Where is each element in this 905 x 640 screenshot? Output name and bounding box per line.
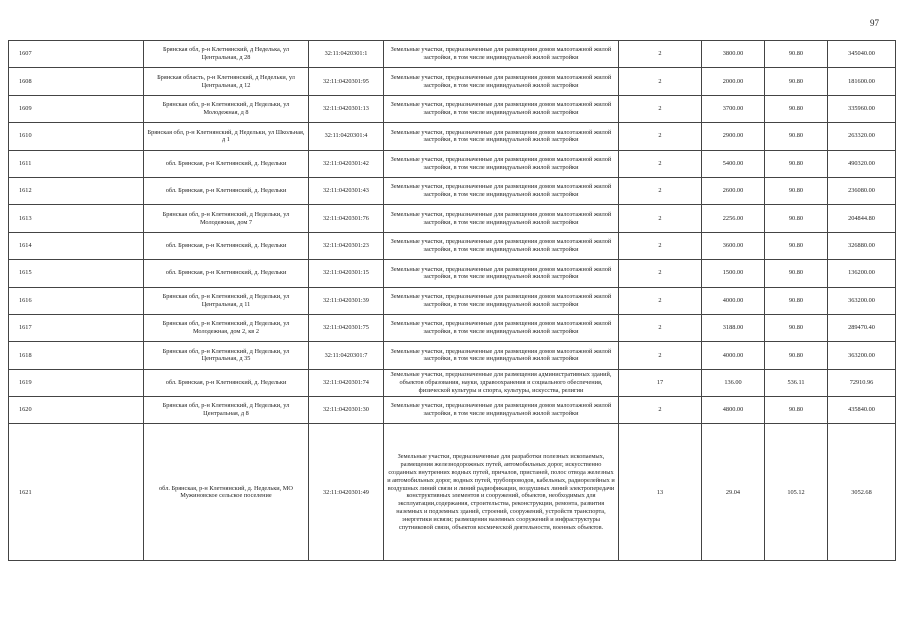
address-cell: Брянская обл, р-н Клетнянский, д Недельки, ул Центральная, д 11 [144,287,309,314]
cadastral-number-cell: 32:11:0420301:49 [309,424,384,561]
specific-value-cell: 90.80 [765,342,828,369]
cadastral-number-cell: 32:11:0420301:23 [309,232,384,259]
table-row [9,342,896,369]
permitted-use-cell: Земельные участки, предназначенные для размещения домов малоэтажной жилой застройки, в том числе индивидуальной жилой застройки [384,150,619,177]
cadastral-value-cell: 136200.00 [828,260,896,287]
category-code-cell: 2 [619,177,702,204]
table-row [9,260,896,287]
area-cell: 4800.00 [702,397,765,424]
specific-value-cell: 90.80 [765,314,828,341]
cadastral-value-cell: 490320.00 [828,150,896,177]
cadastral-number-cell: 32:11:0420301:15 [309,260,384,287]
permitted-use-cell: Земельные участки, предназначенные для размещения административных зданий, объектов образования, науки, здравоохранения и социального обеспечения, физической культуры и спорта, культуры, искусства, религии [384,369,619,396]
address-cell: Брянская обл, р-н Клетнянский, д Недельки, ул Школьная, д 1 [144,123,309,150]
category-code-cell: 17 [619,369,702,396]
address-cell: обл. Брянская, р-н Клетнянский, д. Недельки [144,260,309,287]
row-number-cell: 1609 [9,95,144,122]
address-cell: обл. Брянская, р-н Клетнянский, д. Недельки [144,369,309,396]
cadastral-value-cell: 363200.00 [828,287,896,314]
table-row [9,123,896,150]
row-number-cell: 1608 [9,68,144,95]
area-cell: 1500.00 [702,260,765,287]
cadastral-value-cell: 363200.00 [828,342,896,369]
land-parcels-table [8,40,896,561]
area-cell: 3700.00 [702,95,765,122]
cadastral-number-cell: 32:11:0420301:43 [309,177,384,204]
category-code-cell: 2 [619,150,702,177]
address-cell: Брянская область, р-н Клетнянский, д Недельки, ул Центральная, д 12 [144,68,309,95]
row-number-cell: 1621 [9,424,144,561]
cadastral-value-cell: 289470.40 [828,314,896,341]
row-number-cell: 1612 [9,177,144,204]
page-number: 97 [870,18,879,28]
area-cell: 2256.00 [702,205,765,232]
cadastral-number-cell: 32:11:0420301:4 [309,123,384,150]
cadastral-value-cell: 3052.68 [828,424,896,561]
specific-value-cell: 90.80 [765,68,828,95]
specific-value-cell: 90.80 [765,150,828,177]
specific-value-cell: 90.80 [765,123,828,150]
cadastral-number-cell: 32:11:0420301:75 [309,314,384,341]
row-number-cell: 1618 [9,342,144,369]
category-code-cell: 2 [619,95,702,122]
table-row [9,397,896,424]
table-row [9,232,896,259]
row-number-cell: 1615 [9,260,144,287]
specific-value-cell: 90.80 [765,205,828,232]
specific-value-cell: 90.80 [765,287,828,314]
area-cell: 3600.00 [702,232,765,259]
permitted-use-cell: Земельные участки, предназначенные для размещения домов малоэтажной жилой застройки, в том числе индивидуальной жилой застройки [384,232,619,259]
table-row [9,150,896,177]
area-cell: 4000.00 [702,287,765,314]
area-cell: 4000.00 [702,342,765,369]
row-number-cell: 1619 [9,369,144,396]
category-code-cell: 2 [619,123,702,150]
category-code-cell: 2 [619,287,702,314]
category-code-cell: 2 [619,397,702,424]
specific-value-cell: 90.80 [765,397,828,424]
table-row [9,369,896,396]
permitted-use-cell: Земельные участки, предназначенные для размещения домов малоэтажной жилой застройки, в том числе индивидуальной жилой застройки [384,41,619,68]
address-cell: обл. Брянская, р-н Клетнянский, д. Недельки [144,232,309,259]
cadastral-number-cell: 32:11:0420301:76 [309,205,384,232]
address-cell: Брянская обл, р-н Клетнянский, д Неделька, ул Центральная, д 28 [144,41,309,68]
row-number-cell: 1613 [9,205,144,232]
category-code-cell: 2 [619,232,702,259]
cadastral-number-cell: 32:11:0420301:13 [309,95,384,122]
cadastral-value-cell: 335960.00 [828,95,896,122]
cadastral-value-cell: 435840.00 [828,397,896,424]
specific-value-cell: 90.80 [765,41,828,68]
table-row [9,177,896,204]
category-code-cell: 2 [619,314,702,341]
permitted-use-cell: Земельные участки, предназначенные для размещения домов малоэтажной жилой застройки, в том числе индивидуальной жилой застройки [384,205,619,232]
address-cell: Брянская обл, р-н Клетнянский, д Недельки, ул Центральная, д 8 [144,397,309,424]
permitted-use-cell: Земельные участки, предназначенные для размещения домов малоэтажной жилой застройки, в том числе индивидуальной жилой застройки [384,314,619,341]
cadastral-number-cell: 32:11:0420301:39 [309,287,384,314]
area-cell: 29.04 [702,424,765,561]
area-cell: 136.00 [702,369,765,396]
specific-value-cell: 90.80 [765,232,828,259]
address-cell: обл. Брянская, р-н Клетнянский, д. Недельки [144,177,309,204]
row-number-cell: 1620 [9,397,144,424]
table-row [9,205,896,232]
permitted-use-cell: Земельные участки, предназначенные для размещения домов малоэтажной жилой застройки, в том числе индивидуальной жилой застройки [384,68,619,95]
cadastral-value-cell: 326880.00 [828,232,896,259]
area-cell: 2600.00 [702,177,765,204]
address-cell: обл. Брянская, р-н Клетнянский, д. Недельки, МО Мужиновское сельское поселение [144,424,309,561]
permitted-use-cell: Земельные участки, предназначенные для разработки полезных ископаемых, размещения железнодорожных путей, автомобильных дорог, искусственно созданных внутренних водных путей, причалов, пристаней, полос отвода железных и автомобильных дорог, водных путей, трубопроводов, кабельных, радиорелейных и воздушных линий связи и линий радиофикации, воздушных линий электропередачи конструктивных элементов и сооружений, объектов, необходимых для эксплуатации,содержания, строительства, реконструкции, ремонта, развития наземных и подземных зданий, строений, сооружений, устройств транспорта, энергетики исвязи; размещения наземных сооружений и инфраструктуры спутниковой связи, объектов космической деятельности, военных объектов. [384,424,619,561]
specific-value-cell: 90.80 [765,95,828,122]
permitted-use-cell: Земельные участки, предназначенные для размещения домов малоэтажной жилой застройки, в том числе индивидуальной жилой застройки [384,342,619,369]
category-code-cell: 2 [619,205,702,232]
cadastral-number-cell: 32:11:0420301:30 [309,397,384,424]
address-cell: обл. Брянская, р-н Клетнянский, д. Недельки [144,150,309,177]
cadastral-value-cell: 345040.00 [828,41,896,68]
category-code-cell: 2 [619,342,702,369]
permitted-use-cell: Земельные участки, предназначенные для размещения домов малоэтажной жилой застройки, в том числе индивидуальной жилой застройки [384,397,619,424]
table-row [9,68,896,95]
category-code-cell: 2 [619,68,702,95]
cadastral-number-cell: 32:11:0420301:1 [309,41,384,68]
row-number-cell: 1617 [9,314,144,341]
specific-value-cell: 536.11 [765,369,828,396]
address-cell: Брянская обл, р-н Клетнянский, д Недельки, ул Молодежная, д 8 [144,95,309,122]
row-number-cell: 1614 [9,232,144,259]
address-cell: Брянская обл, р-н Клетнянский, д Недельки, ул Молодежная, дом 2, кв 2 [144,314,309,341]
address-cell: Брянская обл, р-н Клетнянский, д Недельки, ул Молодежная, дом 7 [144,205,309,232]
area-cell: 2900.00 [702,123,765,150]
table-row [9,314,896,341]
specific-value-cell: 90.80 [765,260,828,287]
table-row [9,424,896,561]
table-row [9,287,896,314]
category-code-cell: 13 [619,424,702,561]
table-row [9,95,896,122]
row-number-cell: 1616 [9,287,144,314]
cadastral-value-cell: 236080.00 [828,177,896,204]
cadastral-number-cell: 32:11:0420301:7 [309,342,384,369]
row-number-cell: 1611 [9,150,144,177]
area-cell: 5400.00 [702,150,765,177]
row-number-cell: 1607 [9,41,144,68]
cadastral-value-cell: 181600.00 [828,68,896,95]
cadastral-value-cell: 263320.00 [828,123,896,150]
cadastral-value-cell: 204844.80 [828,205,896,232]
cadastral-value-cell: 72910.96 [828,369,896,396]
cadastral-number-cell: 32:11:0420301:42 [309,150,384,177]
permitted-use-cell: Земельные участки, предназначенные для размещения домов малоэтажной жилой застройки, в том числе индивидуальной жилой застройки [384,260,619,287]
row-number-cell: 1610 [9,123,144,150]
cadastral-number-cell: 32:11:0420301:74 [309,369,384,396]
permitted-use-cell: Земельные участки, предназначенные для размещения домов малоэтажной жилой застройки, в том числе индивидуальной жилой застройки [384,177,619,204]
address-cell: Брянская обл, р-н Клетнянский, д Недельки, ул Центральная, д 35 [144,342,309,369]
table-row [9,41,896,68]
specific-value-cell: 105.12 [765,424,828,561]
category-code-cell: 2 [619,260,702,287]
cadastral-number-cell: 32:11:0420301:95 [309,68,384,95]
area-cell: 2000.00 [702,68,765,95]
permitted-use-cell: Земельные участки, предназначенные для размещения домов малоэтажной жилой застройки, в том числе индивидуальной жилой застройки [384,123,619,150]
permitted-use-cell: Земельные участки, предназначенные для размещения домов малоэтажной жилой застройки, в том числе индивидуальной жилой застройки [384,95,619,122]
permitted-use-cell: Земельные участки, предназначенные для размещения домов малоэтажной жилой застройки, в том числе индивидуальной жилой застройки [384,287,619,314]
specific-value-cell: 90.80 [765,177,828,204]
category-code-cell: 2 [619,41,702,68]
area-cell: 3188.00 [702,314,765,341]
area-cell: 3800.00 [702,41,765,68]
